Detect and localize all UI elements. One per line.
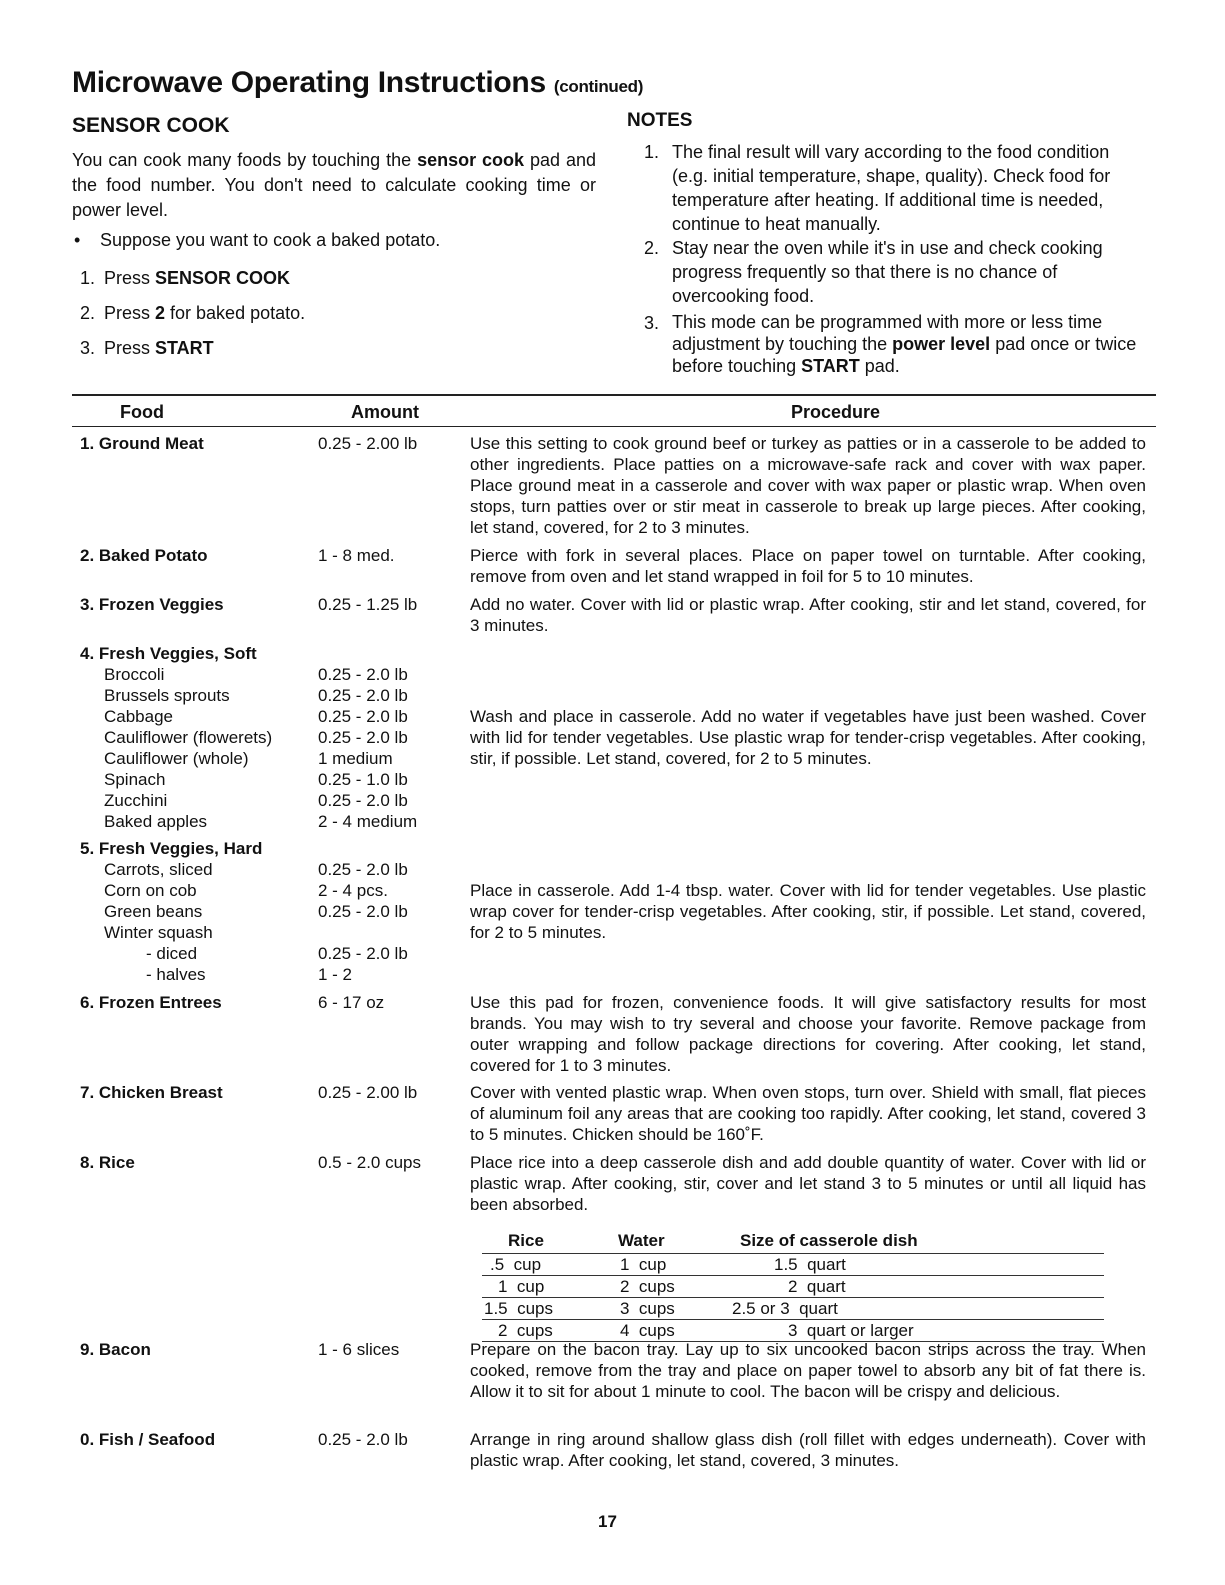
food-procedure: Place rice into a deep casserole dish and add double quantity of water. Cover with lid or plastic wrap. After cooking, stir, cover and let stand 3 to 5 minutes or until all liquid has been absorbed. [470,1153,1146,1214]
food-procedure: Arrange in ring around shallow glass dish (roll fillet with edges underneath). Cover with plastic wrap. After cooking, let stand, covered, 3 minutes. [470,1430,1146,1470]
food-amount: 0.25 - 2.0 lb [318,902,408,921]
water-header: Water [618,1231,665,1250]
food-subitem: Winter squash [104,923,213,942]
food-procedure: Place in casserole. Add 1-4 tbsp. water. Cover with lid for tender vegetables. Use plastic wrap cover for tender-crisp vegetables. After cooking, stir, if possible. Let stand, covered, for 2 to 5 minutes. [470,881,1146,942]
food-subitem: Broccoli [104,665,165,684]
food-name: 9. Bacon [80,1340,151,1359]
food-name: 0. Fish / Seafood [80,1430,216,1449]
water-cell: 1 cup [612,1254,732,1276]
note-2: Stay near the oven while it's in use and check cooking progress frequently so that there is no chance of overcooking food. [672,238,1103,306]
food-subitem: Baked apples [104,812,208,831]
food-procedure: Add no water. Cover with lid or plastic wrap. After cooking, stir and let stand, covered, for 3 minutes. [470,595,1146,635]
food-amount: 0.25 - 2.00 lb [318,434,418,453]
step-1: Press SENSOR COOK [104,268,291,288]
food-subitem: - diced [146,944,198,963]
sensor-cook-heading: SENSOR COOK [72,114,230,137]
food-subitem: Brussels sprouts [104,686,230,705]
food-subitem: Cauliflower (flowerets) [104,728,273,747]
table-row [482,1276,1104,1298]
food-amount: 2 - 4 pcs. [318,881,388,900]
food-amount: 0.25 - 2.0 lb [318,686,408,705]
column-header-procedure: Procedure [791,402,881,422]
food-subitem: Cauliflower (whole) [104,749,249,768]
food-amount: 1 - 2 [318,965,353,984]
food-subitem: Cabbage [104,707,174,726]
food-subitem: Spinach [104,770,166,789]
food-amount: 1 - 6 slices [318,1340,400,1359]
dish-size-cell: 3 quart or larger [732,1320,1104,1342]
water-cell: 3 cups [612,1298,732,1320]
table-top-rule [72,394,1156,396]
step-number: 3. [80,338,96,358]
food-amount: 1 medium [318,749,393,768]
food-procedure: Cover with vented plastic wrap. When oven stops, turn over. Shield with small, flat pieces of aluminum foil any areas that are cooking too rapidly. After cooking, let stand, covered 3 to 5 minutes. Chicken should be 160˚F. [470,1083,1146,1144]
notes-heading: NOTES [627,110,693,131]
food-amount: 0.25 - 2.0 lb [318,860,408,879]
food-subitem: Green beans [104,902,203,921]
food-amount: 0.25 - 2.0 lb [318,944,408,963]
note-number: 2. [644,238,660,258]
water-cell: 4 cups [612,1320,732,1342]
food-amount: 0.25 - 2.0 lb [318,665,408,684]
food-name: 8. Rice [80,1153,135,1172]
food-name: 6. Frozen Entrees [80,993,222,1012]
food-amount: 1 - 8 med. [318,546,395,565]
rice-cell: .5 cup [482,1254,612,1276]
page-title: Microwave Operating Instructions (continued) [72,66,644,99]
food-procedure: Wash and place in casserole. Add no water if vegetables have just been washed. Cover with lid for tender vegetables. Use plastic wrap for tender-crisp vegetables. After cooking, stir, if possible. Let stand, covered, for 2 to 5 minutes. [470,707,1146,768]
food-procedure: Prepare on the bacon tray. Lay up to six uncooked bacon strips across the tray. When cooked, remove from the tray and place on paper towel to absorb any bit of fat there is. Allow it to sit for about 1 minute to cool. The bacon will be crispy and delicious. [470,1340,1146,1401]
rice-water-table [482,1230,1104,1342]
bullet-text: Suppose you want to cook a baked potato. [100,230,441,250]
food-procedure: Use this setting to cook ground beef or turkey as patties or in a casserole to be added to other ingredients. Place patties on a microwave-safe rack and cover with wax paper. Place ground meat in a casserole and cover with wax paper or plastic wrap. When oven stops, turn patties over or stir meat in casserole to break up large pieces. After cooking, let stand, covered, for 2 to 3 minutes. [470,434,1146,537]
food-name: 4. Fresh Veggies, Soft [80,644,257,663]
rice-cell: 1.5 cups [482,1298,612,1320]
food-name: 3. Frozen Veggies [80,595,224,614]
food-name: 5. Fresh Veggies, Hard [80,839,263,858]
food-amount: 0.25 - 2.0 lb [318,791,408,810]
step-3: Press START [104,338,214,358]
note-1: The final result will vary according to the food condition (e.g. initial temperature, shape, quality). Check food for temperature after heating. If additional time is needed, continue to heat manually. [672,142,1111,234]
step-number: 1. [80,268,96,288]
food-amount: 0.25 - 2.00 lb [318,1083,418,1102]
food-amount: 6 - 17 oz [318,993,385,1012]
food-amount: 2 - 4 medium [318,812,418,831]
step-2: Press 2 for baked potato. [104,303,306,323]
continued-label: (continued) [553,77,644,96]
rice-header: Rice [508,1231,544,1250]
dish-size-cell: 2.5 or 3 quart [732,1298,1104,1320]
water-cell: 2 cups [612,1276,732,1298]
food-subitem: Corn on cob [104,881,197,900]
food-name: 2. Baked Potato [80,546,208,565]
food-amount: 0.5 - 2.0 cups [318,1153,422,1172]
food-subitem: Carrots, sliced [104,860,213,879]
note-number: 3. [644,313,660,333]
food-name: 1. Ground Meat [80,434,204,453]
food-procedure: Pierce with fork in several places. Place on paper towel on turntable. After cooking, remove from oven and let stand wrapped in foil for 5 to 10 minutes. [470,546,1146,586]
table-row [482,1254,1104,1276]
food-amount: 0.25 - 1.25 lb [318,595,418,614]
column-header-food: Food [120,402,164,422]
page-number: 17 [598,1512,617,1531]
dish-size-cell: 2 quart [732,1276,1104,1298]
dish-size-header: Size of casserole dish [740,1231,918,1250]
food-amount: 0.25 - 2.0 lb [318,1430,408,1449]
table-header-rule [72,426,1156,427]
food-subitem: - halves [146,965,206,984]
rice-cell: 1 cup [482,1276,612,1298]
note-number: 1. [644,142,660,162]
column-header-amount: Amount [351,402,419,422]
note-3: This mode can be programmed with more or less time adjustment by touching the power level pad once or twice before touching START pad. [672,312,1137,376]
sensor-cook-intro: You can cook many foods by touching the sensor cook pad and the food number. You don't need to calculate cooking time or power level. [72,150,596,220]
rice-cell: 2 cups [482,1320,612,1342]
dish-size-cell: 1.5 quart [732,1254,1104,1276]
food-subitem: Zucchini [104,791,168,810]
table-row [482,1298,1104,1320]
food-amount: 0.25 - 2.0 lb [318,707,408,726]
food-amount: 0.25 - 1.0 lb [318,770,408,789]
step-number: 2. [80,303,96,323]
food-amount: 0.25 - 2.0 lb [318,728,408,747]
food-name: 7. Chicken Breast [80,1083,223,1102]
bullet-icon: • [74,230,81,250]
food-procedure: Use this pad for frozen, convenience foods. It will give satisfactory results for most brands. You may wish to try several and choose your favorite. Remove package from outer wrapping and follow package directions for covering. After cooking, let stand, covered for 1 to 3 minutes. [470,993,1146,1075]
